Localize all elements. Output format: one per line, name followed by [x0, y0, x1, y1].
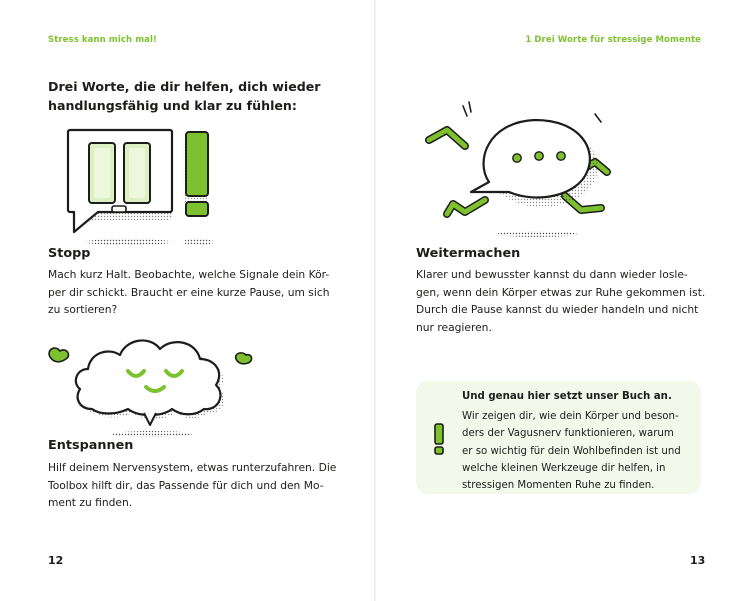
callout-text: [462, 408, 692, 494]
section-title-weitermachen: Weitermachen: [416, 246, 521, 261]
text-line: per dir schickt. Braucht er eine kurze Pause, um sich: [48, 285, 330, 299]
text-line: Mach kurz Halt. Beobachte, welche Signale dein Kör-: [48, 268, 330, 281]
section-title-stopp: Stopp: [48, 246, 91, 261]
text-line: gen, wenn dein Körper etwas zur Ruhe gekommen ist.: [416, 285, 706, 299]
text-line: er so wichtig für dein Wohlbefinden ist und: [462, 445, 681, 457]
text-line: ders der Vagusnerv funktionieren, warum: [462, 428, 674, 440]
callout-title: Und genau hier setzt unser Buch an.: [462, 391, 672, 402]
text-line: Hilf deinem Nervensystem, etwas runterzufahren. Die: [48, 461, 337, 474]
section-text-weitermachen: [416, 266, 716, 336]
intro-heading-line: Drei Worte, die dir helfen, dich wieder: [48, 79, 321, 94]
text-line: nur reagieren.: [416, 320, 492, 334]
intro-heading: [48, 77, 328, 115]
text-line: Klarer und bewusster kannst du dann wieder losle-: [416, 268, 688, 281]
text-line: ment zu finden.: [48, 496, 133, 509]
pause-bubble-icon: [58, 122, 228, 250]
relaxed-cloud-icon: [46, 325, 261, 440]
intro-heading-line: handlungsfähig und klar zu fühlen:: [48, 98, 297, 113]
text-line: Durch die Pause kannst du wieder handeln und nicht: [416, 303, 699, 316]
section-text-entspannen: [48, 459, 348, 512]
running-speech-bubble-icon: [425, 100, 635, 240]
text-line: stressigen Momenten Ruhe zu finden.: [462, 480, 655, 492]
running-header-right: 1 Drei Worte für stressige Momente: [525, 35, 701, 45]
text-line: zu sortieren?: [48, 303, 118, 316]
page-number-right: 13: [690, 554, 706, 567]
page-number-left: 12: [48, 554, 64, 567]
text-line: welche kleinen Werkzeuge dir helfen, in: [462, 462, 666, 474]
section-text-stopp: [48, 266, 348, 319]
section-title-entspannen: Entspannen: [48, 438, 134, 453]
gutter: [374, 0, 376, 601]
text-line: Toolbox hilft dir, das Passende für dich und den Mo-: [48, 478, 324, 492]
text-line: Wir zeigen dir, wie dein Körper und beson-: [462, 411, 679, 422]
callout-exclamation-icon: [433, 423, 445, 455]
running-header-left: Stress kann mich mal!: [48, 35, 157, 45]
